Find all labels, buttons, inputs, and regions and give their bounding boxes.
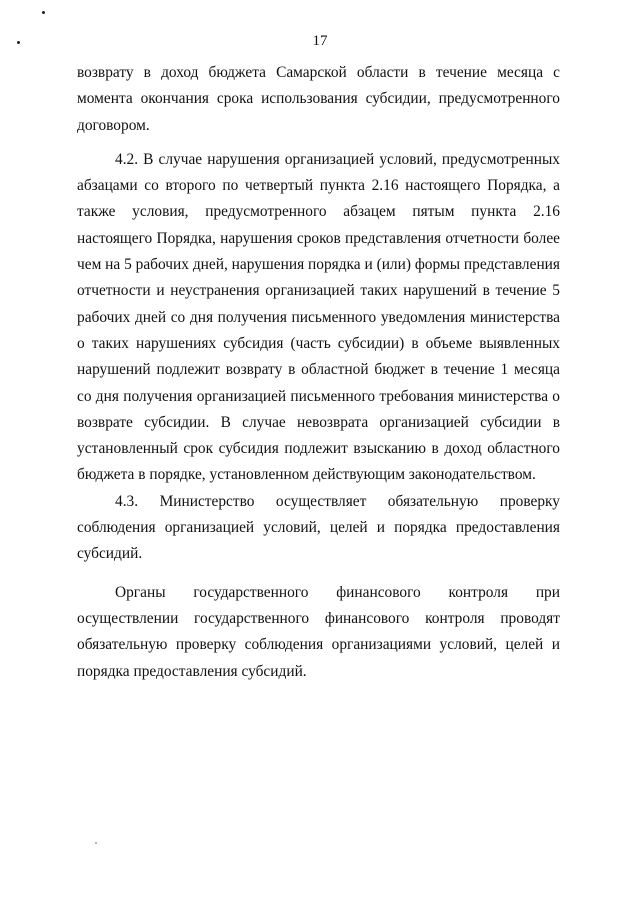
page-number: 17 [312,33,328,49]
scan-speck [95,842,97,844]
paragraph-4-3: 4.3. Министерство осуществляет обязательную проверку соблюдения организацией условий, целей и порядка предоставления субсидий. [77,492,560,563]
paragraph-4-2: 4.2. В случае нарушения организацией условий, предусмотренных абзацами со второго по четвертый пункта 2.16 настоящего Порядка, а также условия, предусмотренного абзацем пятым пункта 2.16 настоящего Порядка, нарушения сроков представления отчетности более чем на 5 рабочих дней, нарушения порядка и (или) формы представления отчетности и неустранения организацией таких нарушений в течение 5 рабочих дней со дня получения письменного уведомления министерства о таких нарушениях субсидия (часть субсидии) в объеме выявленных нарушений подлежит возврату в областной бюджет в течение 1 месяца со дня получения организацией письменного требования министерства о возврате субсидии. В случае невозврата организацией субсидии в установленный срок субсидия подлежит взысканию в доход областного бюджета в порядке, установленном действующим законодательством. [77,150,560,484]
document-body [77,60,560,685]
scan-speck [42,11,45,14]
paragraph-continuation: возврату в доход бюджета Самарской области в течение месяца с момента окончания срока использования субсидии, предусмотренного договором. [77,64,560,134]
paragraph-financial-control: Органы государственного финансового контроля при осуществлении государственного финансового контроля проводят обязательную проверку соблюдения организациями условий, целей и порядка предоставления субсидий. [77,583,560,680]
